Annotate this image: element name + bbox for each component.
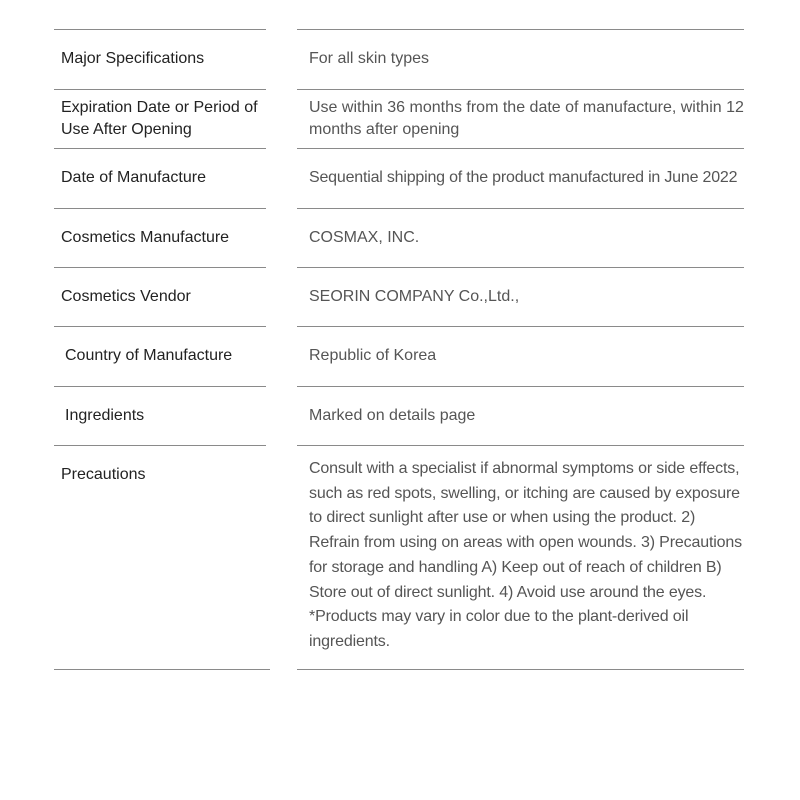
table-row [0, 326, 800, 386]
row-value-country-of-manufacture: Republic of Korea [309, 347, 437, 364]
row-label-cosmetics-vendor: Cosmetics Vendor [61, 288, 191, 305]
label-cell [54, 267, 266, 326]
row-label-cosmetics-manufacture: Cosmetics Manufacture [61, 229, 230, 246]
table-bottom-divider-left [54, 669, 270, 670]
value-cell [297, 445, 744, 669]
table-row [0, 445, 800, 669]
row-label-date-of-manufacture: Date of Manufacture [61, 169, 206, 186]
row-label-major-specifications: Major Specifications [61, 50, 205, 67]
row-label-precautions: Precautions [61, 466, 146, 483]
table-row [0, 148, 800, 208]
row-value-ingredients: Marked on details page [309, 407, 476, 424]
table-row [0, 89, 800, 148]
table-row [0, 208, 800, 267]
table-bottom-divider-right [297, 669, 744, 670]
table-row [0, 267, 800, 326]
product-info-table [0, 29, 800, 669]
label-cell [54, 89, 266, 148]
row-value-major-specifications: For all skin types [309, 50, 430, 67]
row-value-precautions: Consult with a specialist if abnormal symptoms or side effects, such as red spots, swelling, or itching are caused by exposure to direct sunlight after use or when using the product. 2) Refrain from using on areas with open wounds. 3) Precautions for storage and handling A) Keep out of reach of children B) Store out of direct sunlight. 4) Avoid use around the eyes. *Products may vary in color due to the plant-derived oil ingredients. [309, 460, 743, 650]
value-cell [297, 89, 744, 148]
label-cell [54, 29, 266, 89]
value-cell [297, 267, 744, 326]
value-cell [297, 29, 744, 89]
row-label-country-of-manufacture: Country of Manufacture [65, 347, 233, 364]
label-cell [54, 208, 266, 267]
row-label-expiration-date: Expiration Date or Period of Use After Opening [61, 99, 258, 138]
label-cell [54, 386, 266, 445]
label-cell [54, 445, 266, 669]
label-cell [54, 148, 266, 208]
row-value-expiration-date: Use within 36 months from the date of manufacture, within 12 months after opening [309, 99, 744, 138]
row-value-cosmetics-manufacture: COSMAX, INC. [309, 229, 420, 246]
row-value-date-of-manufacture: Sequential shipping of the product manufactured in June 2022 [309, 169, 738, 186]
label-cell [54, 326, 266, 386]
value-cell [297, 148, 744, 208]
value-cell [297, 208, 744, 267]
table-row [0, 386, 800, 445]
value-cell [297, 386, 744, 445]
row-value-cosmetics-vendor: SEORIN COMPANY Co.,Ltd., [309, 288, 520, 305]
value-cell [297, 326, 744, 386]
row-label-ingredients: Ingredients [65, 407, 145, 424]
table-row [0, 29, 800, 89]
